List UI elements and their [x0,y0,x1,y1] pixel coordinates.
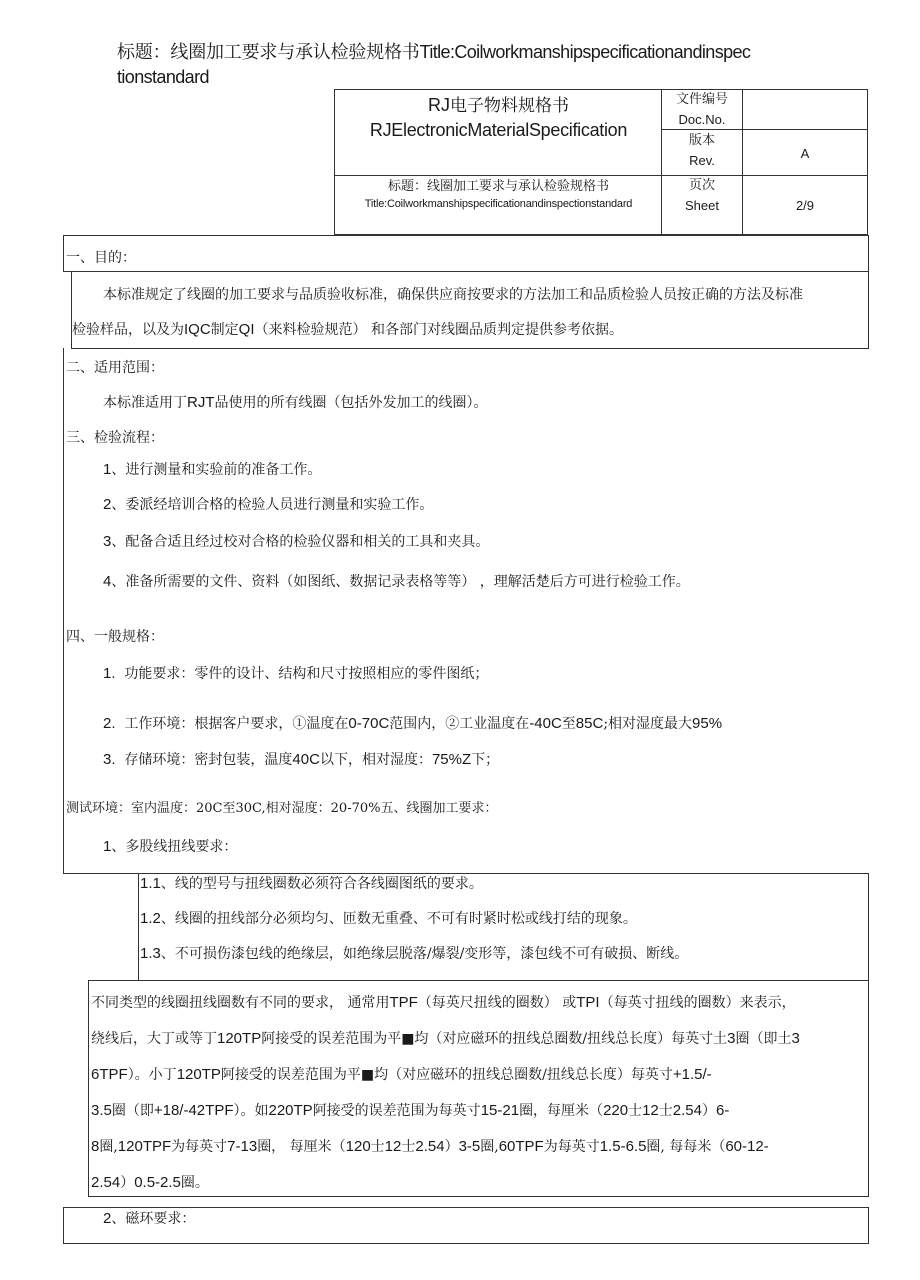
tpf-value: TPI [576,994,600,1011]
tpf-line [91,1129,800,1165]
flow-item: 2、委派经培训合格的检验人员进行测量和实验工作。 [103,496,434,513]
tpf-value: 220TP [268,1102,313,1119]
tpf-text: 不同类型的线圈扭线圈数有不同的要求， 通常用 [91,995,390,1011]
test-environment: 测试环境：室内温度：20C至30C,相对湿度：20-70%五、线圈加工要求： [66,801,498,816]
tpf-value: 6- [715,1102,730,1119]
tpf-value: 120TP [176,1066,221,1083]
tpf-text: （每英寸扭线的圈数）来表示， [599,995,796,1011]
tpf-text: 圈， 每厘米（ [257,1139,346,1155]
flow-item: 1、进行测量和实验前的准备工作。 [103,461,322,478]
purpose-line-1: 本标准规定了线圈的加工要求与品质验收标准，确保供应商按要求的方法加工和品质检验人员按正确的方法及标准 [103,287,803,303]
tpf-value: 0.5-2.5 [134,1174,181,1191]
tpf-value: 8 [91,1138,100,1155]
document-title-cn: 标题：线圈加工要求与承认检验规格书 [117,42,420,63]
tpf-text: 阿接受的误差范围为平■均（对应磁环的扭线总圈数/扭线总长度）每英寸 [220,1067,673,1083]
header-main-en: RJElectronicMaterialSpecification [369,120,628,140]
twist-item: 1.2、线圈的扭线部分必须均匀、匝数无重叠、不可有时紧时松或线打结的现象。 [140,910,637,927]
tpf-value: 7-13 [227,1138,258,1155]
tpf-value: 6TPF [91,1066,128,1083]
tpf-text: 阿接受的误差范围为每英寸 [312,1103,481,1119]
tpf-line [91,1057,800,1093]
tpf-paragraph [91,985,800,1201]
tpf-line [91,985,800,1021]
header-main-cn: RJ电子物料规格书 [428,95,569,116]
spec-item-1: 1. 功能要求：零件的设计、结构和尺寸按照相应的零件图纸； [103,665,489,682]
tpf-value: 1.5-6.5 [599,1138,647,1155]
tpf-value: 120 [345,1138,371,1155]
tpf-text: 圈（即土 [735,1031,792,1047]
tpf-text: 士 [628,1103,643,1119]
tpf-text: ）。如 [233,1103,269,1119]
tpf-value: 3 [791,1030,800,1047]
tpf-value: 2.54 [415,1138,445,1155]
tpf-value: 2.54 [672,1102,702,1119]
tpf-text: ）。小丁 [127,1067,177,1083]
sheet-label: 页次 Sheet [685,178,719,213]
tpf-value: +1.5/- [672,1066,712,1083]
tpf-text: 圈, [99,1139,118,1155]
tpf-line [91,1093,800,1129]
body-frame [63,348,869,874]
flow-item: 3、配备合适且经过校对合格的检验仪器和相关的工具和夹具。 [103,533,490,550]
tpf-value: TPF [389,994,418,1011]
tpf-text: ） [120,1175,135,1191]
tpf-text: 圈，每厘米（ [519,1103,604,1119]
document-title-en-1: Title:Coilworkmanshipspecificationandinspec [419,42,751,62]
twist-item: 1.1、线的型号与扭线圈数必须符合各线圈图纸的要求。 [140,875,483,892]
flow-heading: 三、检验流程： [66,430,164,446]
tpf-value: 220 [603,1102,629,1119]
tpf-text: ） [701,1103,716,1119]
scope-line: 本标准适用丁RJT品使用的所有线圈（包括外发加工的线圈）。 [103,394,488,411]
tpf-value: 60-12- [725,1138,769,1155]
tpf-value: 3 [727,1030,736,1047]
twist-item: 1.3、不可损伤漆包线的绝缘层，如绝缘层脱落/爆裂/变形等，漆包线不可有破损、断线。 [140,945,689,962]
header-sub-en: Title:Coilworkmanshipspecificationandinspectionstandard [364,198,633,210]
doc-no-label: 文件编号 Doc.No. [675,92,728,127]
purpose-heading: 一、目的： [66,250,136,266]
tpf-value: +18/-42TPF [153,1102,234,1119]
document-title-en-2: tionstandard [117,67,209,87]
tpf-text: 圈。 [180,1175,209,1191]
tpf-text: 士 [401,1139,416,1155]
spec-heading: 四、一般规格： [66,629,164,645]
tpf-value: 2.54 [91,1174,121,1191]
tpf-value: 15-21 [480,1102,520,1119]
tpf-value: 60TPF [498,1138,544,1155]
rev-value: A [800,146,810,161]
tpf-value: 12 [642,1102,659,1119]
tpf-text: ） [444,1139,459,1155]
tpf-text: （每英尺扭线的圈数） 或 [417,995,577,1011]
tpf-text: 为每英寸 [543,1139,600,1155]
header-sub-cn: 标题：线圈加工要求与承认检验规格书 [387,179,609,194]
rev-label: 版本 Rev. [688,133,715,168]
tpf-text: 圈, [480,1139,499,1155]
document-title [117,40,877,90]
spec-item-3: 3. 存储环境：密封包装，温度40C以下，相对湿度：75%Z下； [103,751,500,768]
tpf-line [91,1165,800,1201]
purpose-line-2: 检验样品，以及为IQC制定QI（来料检验规范） 和各部门对线圈品质判定提供参考依据。 [72,321,623,338]
flow-item: 4、准备所需要的文件、资料（如图纸、数据记录表格等等） ，理解活楚后方可进行检验工作。 [103,573,690,590]
twist-heading: 1、多股线扭线要求： [103,838,238,855]
tpf-value: 120TPF [117,1138,172,1155]
tpf-text: 士 [370,1139,385,1155]
tpf-value: 120TP [217,1030,262,1047]
tpf-text: 阿接受的误差范围为平■均（对应磁环的扭线总圈数/扭线总长度）每英寸土 [261,1031,728,1047]
tpf-value: 3.5 [91,1102,112,1119]
sheet-value: 2/9 [795,198,815,213]
tpf-text: 士 [658,1103,673,1119]
ring-heading: 2、磁环要求： [103,1210,196,1227]
scope-heading: 二、适用范围： [66,360,164,376]
tpf-value: 12 [384,1138,402,1155]
purpose-heading-frame [63,235,869,272]
tpf-text: 圈, 每每米（ [646,1139,726,1155]
spec-item-2: 2. 工作环境：根据客户要求，①温度在0-70C范围内，②工业温度在-40C至85C;相对湿度最大95% [103,715,723,732]
tpf-value: 3-5 [458,1138,481,1155]
tpf-text: 为每英寸 [171,1139,228,1155]
tpf-line [91,1021,800,1057]
tpf-text: 绕线后，大丁或等丁 [91,1031,217,1047]
tpf-text: 圈（即 [111,1103,154,1119]
header-table [334,89,868,235]
